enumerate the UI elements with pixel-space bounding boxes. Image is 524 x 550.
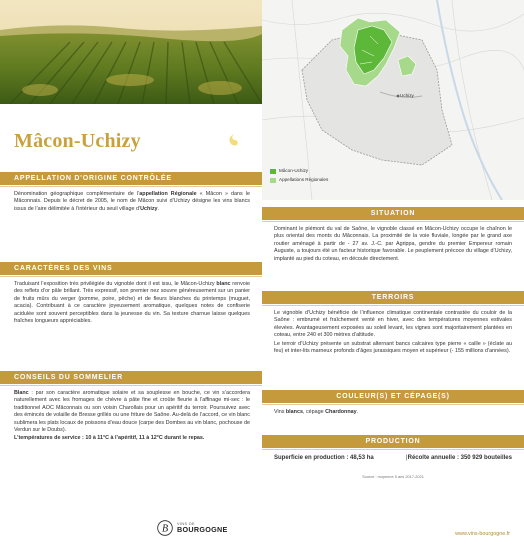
title-area [0, 104, 262, 168]
section-heading-production: PRODUCTION [262, 435, 524, 448]
aoc-text: Dénomination géographique complémentaire de l’appellation Régionale « Mâcon » dans le Mâconnais. Depuis le décret de 2005, le nom de Mâcon suivi d’Uchizy désigne les vins blancs issus de l’aire délimitée à l’intérieur du seuil village d’Uchizy. [14, 191, 251, 212]
section-heading-terroirs: TERROIRS [262, 291, 524, 304]
svg-text:B: B [161, 523, 169, 535]
page-title: Mâcon-Uchizy [14, 130, 141, 152]
terroirs-paragraph-1: Le vignoble d’Uchizy bénéficie de l’influence climatique continentale contrastée du couloir de la Saône : embrumé et fraîchement venté en hiver, avec des températures moyennes estivales élevées. Avantageusement exposées au soleil levant, les vignes sont majoritairement plantées en coteau, entre 240 et 300 mètres d’altitude. [274, 310, 512, 339]
terroirs-text [274, 310, 512, 357]
legend-label: Mâcon-Uchizy [279, 168, 309, 173]
production-figures [274, 454, 512, 462]
map-town-label: Uchizy [400, 93, 414, 98]
brand-small: VINS DE [177, 521, 195, 526]
brand-text [177, 523, 228, 534]
legend-item [270, 168, 328, 174]
production-source: Source : moyenne 5 ans 2017-2021 [362, 474, 424, 479]
caracteres-text: Traduisant l’exposition très privilégiée du vignoble dont il est issu, le Mâcon-Uchizy blanc renvoie des reflets d’or pâle brillant. Très expressif, son premier nez souvre généreusement sur un panier de fruits mûrs du verger (pomme, poire, pêche) et de fleurs blanches du printemps (muguet, acacia). Contribuant à ce caractère joyeusement aromatique, quelques notes de confiserie acidulée sont souvent perceptibles dans la jeunesse du vin. Sa texture charnue laisse quelques fraîches longueurs appréciables. [14, 281, 250, 325]
sommelier-text: Blanc : par son caractère aromatique solaire et sa souplesse en bouche, ce vin s’accordera naturellement avec les fromages de chèvre à pâte fine et croûte fleurie à l’affinage mi-sec : le traditionnel AOC Mâconnais ou son voisin Charollais pour un apéritif du terroir. Poursuivez avec des émincés de volaille de Bresse grillés ou une friture de Saône. Au-delà de l’accord, ce vin blanc sublimera les plats locaux de poissons d’eau douce (carpe des Dombes au vin blanc, pochouse de Verdun sur le Doubs). L’températures de service : 10 à 11°C à l’apéritif, 11 à 12°C durant le repas. [14, 390, 250, 441]
situation-text: Dominant le piémont du val de Saône, le vignoble classé en Mâcon-Uchizy occupe le chaînon le plus oriental des monts du Mâconnais. La proximité de la voie fluviale, longée par le grand axe routier aménagé à partir de - 27 av. J.-C. par Agrippa, gendre du premier Empereur romain Auguste, a toujours été un facteur historique favorable. Le peuplement précoce du village d’Uchizy, implanté au pied du coteau, en découle directement. [274, 226, 512, 262]
terroirs-paragraph-2: Le terroir d’Uchizy présente un substrat alternant bancs calcaires type pierre « caille » (éclate au feu) et inter-lits marneux profonds d’âges jurassiques moyen et supérieur (- 155 millions d’années). [274, 340, 512, 355]
section-heading-cepages: COULEUR(S) ET CÉPAGE(S) [262, 390, 524, 403]
legend-label: Appellations Régionales [279, 177, 329, 183]
map-legend [270, 168, 328, 186]
production-surface: Superficie en production : 48,53 ha [274, 455, 374, 461]
swirl-icon [229, 134, 241, 146]
vineyard-photo [0, 0, 262, 104]
section-heading-sommelier: CONSEILS DU SOMMELIER [0, 371, 262, 384]
section-heading-aoc: APPELLATION D'ORIGINE CONTRÔLÉE [0, 172, 262, 185]
legend-swatch [270, 169, 276, 174]
appellation-map [262, 0, 524, 200]
website-link[interactable]: www.vins-bourgogne.fr [455, 531, 510, 537]
section-heading-situation: SITUATION [262, 207, 524, 220]
brand-big: BOURGOGNE [177, 525, 228, 535]
production-recolte: |Récolte annuelle : 350 929 bouteilles [406, 455, 512, 461]
legend-swatch [270, 178, 276, 183]
section-heading-caracteres: CARACTÈRES DES VINS [0, 262, 262, 275]
cepages-text: Vins blancs, cépage Chardonnay. [274, 409, 359, 415]
brand-b-icon [157, 520, 173, 536]
legend-item [270, 177, 328, 183]
bourgogne-logo[interactable] [157, 518, 267, 538]
